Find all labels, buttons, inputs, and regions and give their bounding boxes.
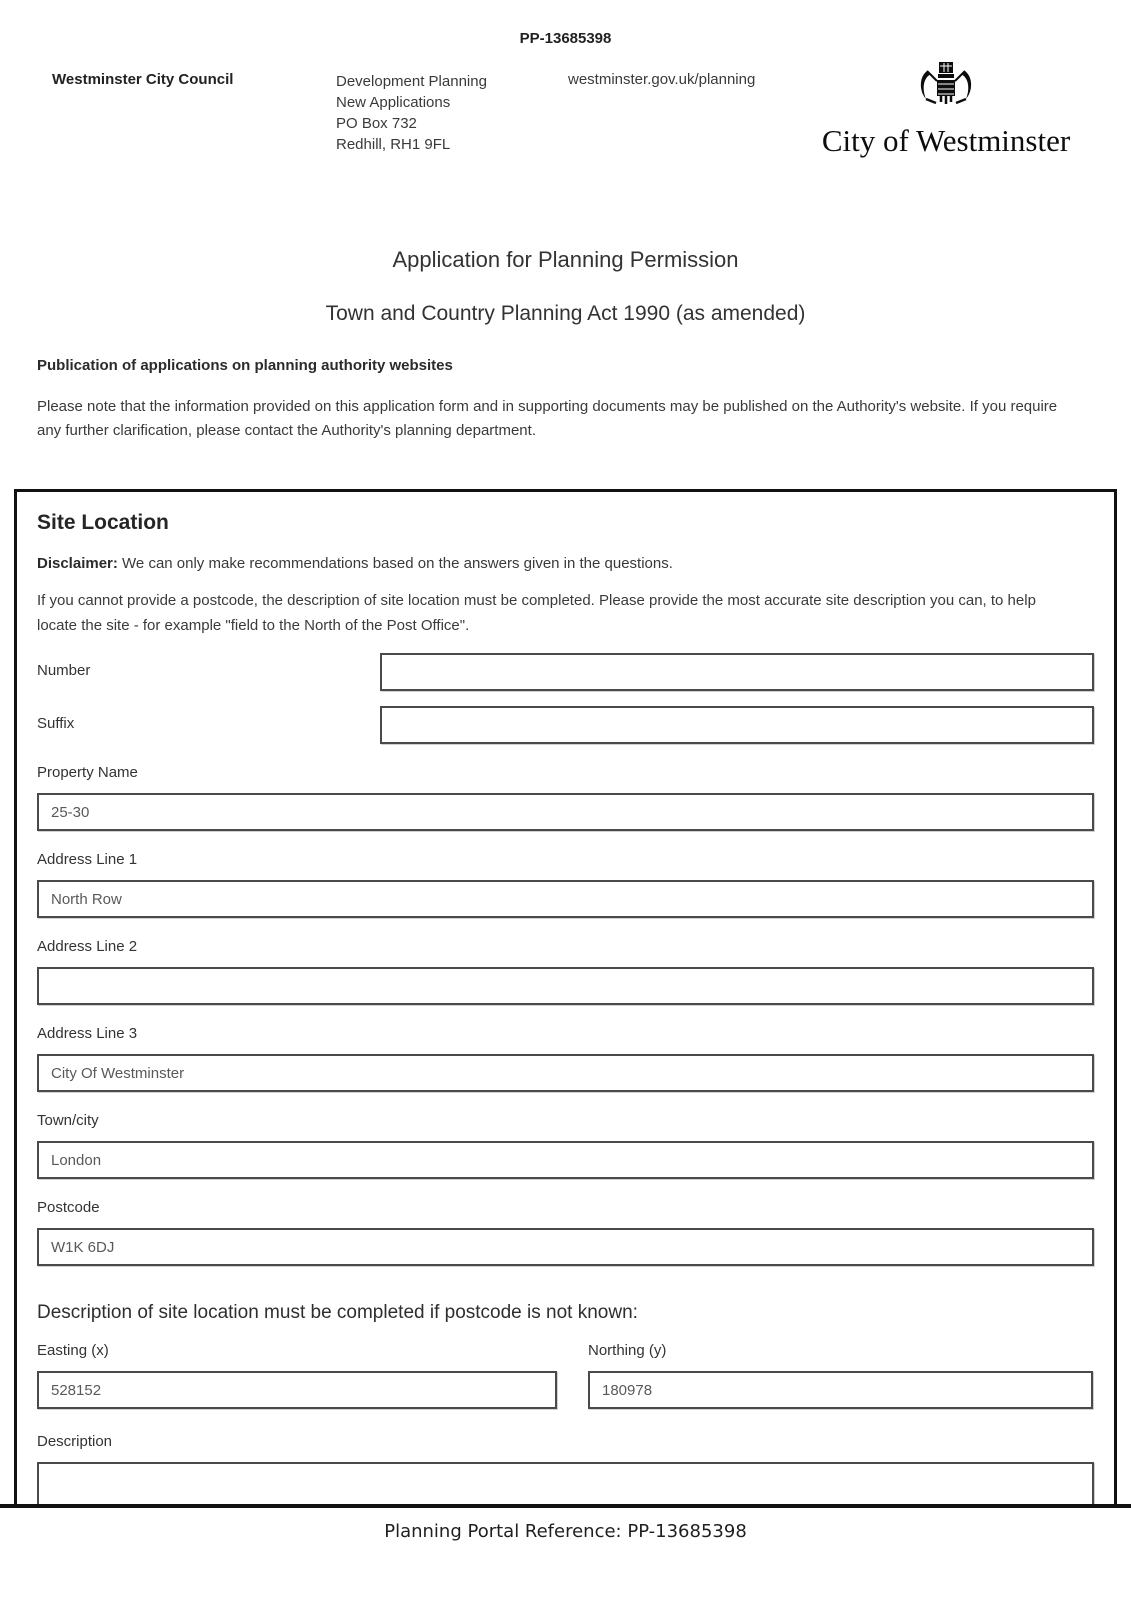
logo-wordmark: City of Westminster bbox=[821, 123, 1071, 158]
field-town-city bbox=[37, 1112, 1094, 1179]
field-northing bbox=[588, 1342, 1093, 1409]
address-line-2-input[interactable] bbox=[37, 967, 1094, 1005]
suffix-label: Suffix bbox=[37, 715, 75, 732]
town-city-label: Town/city bbox=[37, 1112, 99, 1129]
northing-input[interactable] bbox=[588, 1371, 1093, 1409]
town-city-input[interactable] bbox=[37, 1141, 1094, 1179]
disclaimer-label: Disclaimer: bbox=[37, 555, 118, 572]
field-property-name bbox=[37, 764, 1094, 831]
page-break-divider bbox=[0, 1504, 1131, 1508]
council-website-url: westminster.gov.uk/planning bbox=[568, 71, 756, 88]
westminster-logo bbox=[815, 61, 1077, 159]
address-line-1-label: Address Line 1 bbox=[37, 851, 138, 868]
description-textarea[interactable] bbox=[37, 1462, 1094, 1504]
field-address-line-2 bbox=[37, 938, 1094, 1005]
publication-heading: Publication of applications on planning authority websites bbox=[37, 357, 453, 374]
property-name-label: Property Name bbox=[37, 764, 138, 781]
department-address-line: Redhill, RH1 9FL bbox=[336, 136, 451, 153]
field-address-line-1 bbox=[37, 851, 1094, 918]
easting-input[interactable] bbox=[37, 1371, 557, 1409]
description-requirement-heading: Description of site location must be completed if postcode is not known: bbox=[37, 1302, 638, 1323]
northing-label: Northing (y) bbox=[588, 1342, 667, 1359]
postcode-input[interactable] bbox=[37, 1228, 1094, 1266]
suffix-input[interactable] bbox=[380, 706, 1094, 744]
department-address-line: PO Box 732 bbox=[336, 115, 417, 132]
page-header bbox=[0, 69, 1131, 211]
number-label: Number bbox=[37, 662, 91, 679]
form-title: Application for Planning Permission bbox=[392, 247, 739, 272]
easting-label: Easting (x) bbox=[37, 1342, 109, 1359]
department-address bbox=[336, 71, 487, 155]
postcode-label: Postcode bbox=[37, 1199, 100, 1216]
site-location-section bbox=[14, 489, 1117, 1504]
address-line-2-label: Address Line 2 bbox=[37, 938, 138, 955]
disclaimer-body: We can only make recommendations based on the answers given in the questions. bbox=[117, 555, 673, 572]
description-label: Description bbox=[37, 1433, 113, 1450]
disclaimer-text bbox=[37, 555, 1094, 572]
coordinates-row bbox=[37, 1342, 1094, 1409]
field-easting bbox=[37, 1342, 557, 1409]
field-description bbox=[37, 1433, 1094, 1504]
field-row-number bbox=[37, 653, 1094, 691]
department-address-line: Development Planning bbox=[336, 73, 487, 90]
postcode-instructions: If you cannot provide a postcode, the description of site location must be completed. Please provide the most accurate site description you can, to help locate the site - for example "field to the North of the Post Office". bbox=[37, 592, 1036, 634]
field-row-suffix bbox=[37, 706, 1094, 744]
field-postcode bbox=[37, 1199, 1094, 1266]
westminster-crest-icon bbox=[914, 61, 978, 119]
council-name: Westminster City Council bbox=[52, 71, 234, 88]
address-line-3-label: Address Line 3 bbox=[37, 1025, 138, 1042]
department-address-line: New Applications bbox=[336, 94, 451, 111]
property-name-input[interactable] bbox=[37, 793, 1094, 831]
section-title: Site Location bbox=[37, 511, 169, 534]
number-input[interactable] bbox=[380, 653, 1094, 691]
form-subtitle: Town and Country Planning Act 1990 (as amended) bbox=[325, 302, 806, 325]
publication-note: Please note that the information provided on this application form and in supporting documents may be published on the Authority's website. If you require any further clarification, please contact the Authority's planning department. bbox=[37, 398, 1058, 439]
field-address-line-3 bbox=[37, 1025, 1094, 1092]
application-reference: PP-13685398 bbox=[519, 30, 612, 47]
address-line-1-input[interactable] bbox=[37, 880, 1094, 918]
address-line-3-input[interactable] bbox=[37, 1054, 1094, 1092]
planning-portal-reference: Planning Portal Reference: PP-13685398 bbox=[384, 1521, 747, 1542]
